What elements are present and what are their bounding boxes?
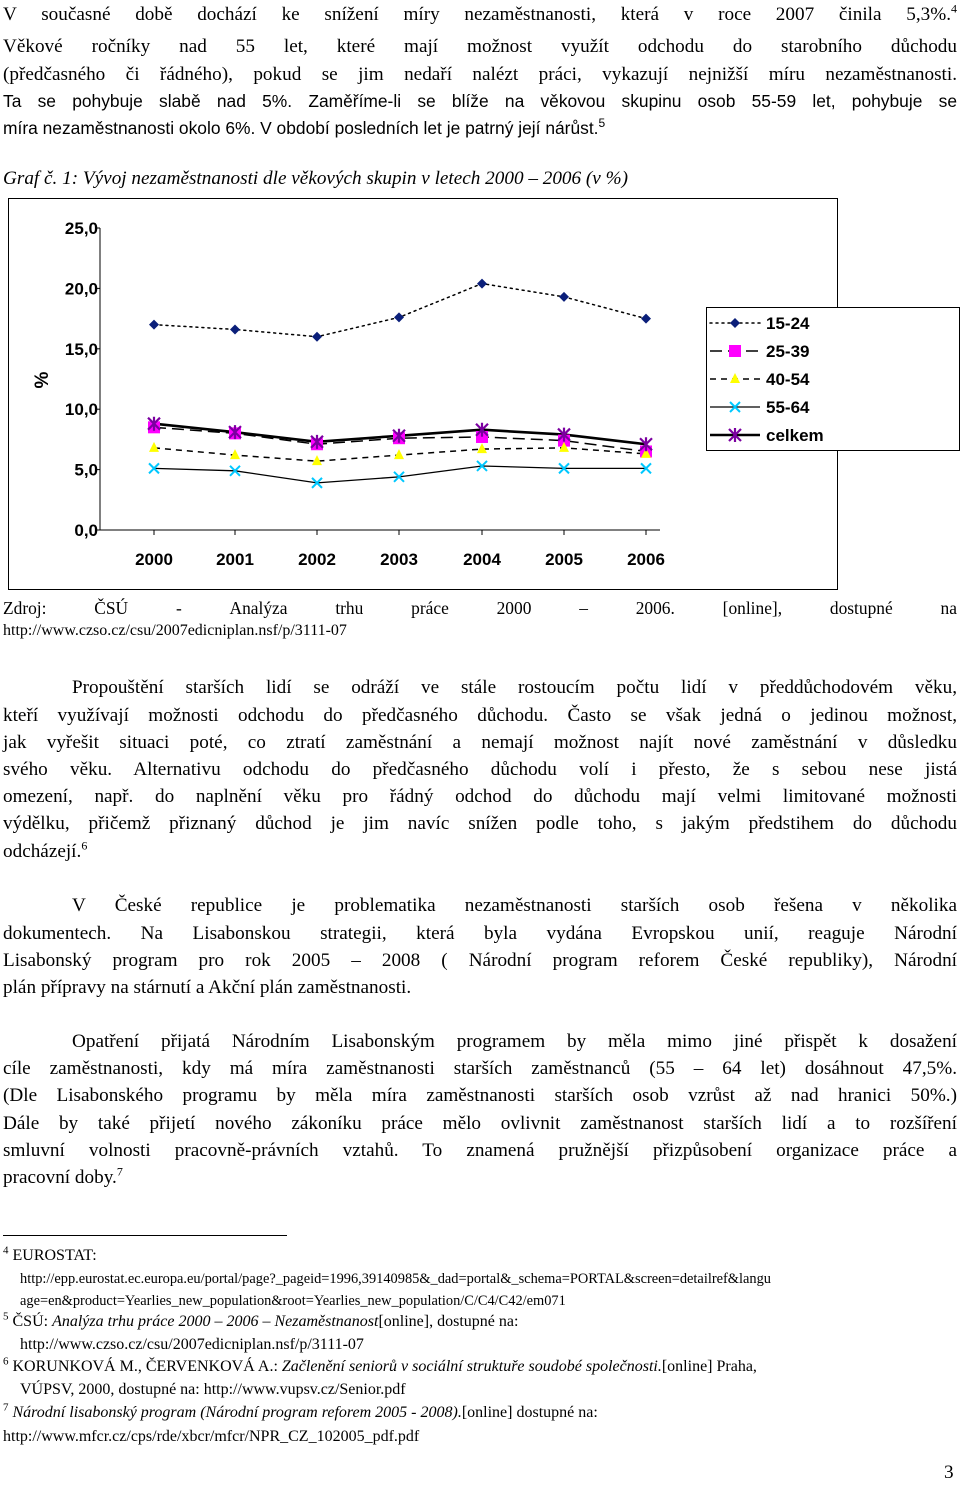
- source-word: práce: [411, 598, 449, 618]
- source-word: [online],: [722, 598, 783, 618]
- para2-line-2: dokumentech. Na Lisabonskou strategii, která byla vydána Evropskou unií, reaguje Národní: [3, 923, 957, 944]
- figure-caption: Graf č. 1: Vývoj nezaměstnanosti dle věkových skupin v letech 2000 – 2006 (v %): [3, 168, 628, 189]
- para3-line-4: Dále by také přijetí nového zákoníku práce mělo ovlivnit zaměstnanost starších lidí a to rozšíření: [3, 1113, 957, 1134]
- data-point-15-24: [641, 314, 651, 324]
- legend-marker-25-39: [729, 345, 741, 357]
- unemployment-line-chart: [0, 0, 960, 600]
- y-tick-label: 0,0: [74, 521, 98, 540]
- para3-line-2: cíle zaměstnanosti, kdy má míra zaměstnanosti starších zaměstnanců (55 – 64 let) dosáhnout 47,5%.: [3, 1058, 957, 1079]
- x-tick-label: 2002: [298, 550, 336, 569]
- footnote-6-title: Začlenění seniorů v sociální struktuře soudobé společnosti.: [281, 1358, 662, 1375]
- source-word: na: [940, 598, 957, 618]
- para1-line-6: výdělku, přičemž přiznaný důchod je jim navíc snížen podle toho, s jakým předstihem do důchodu: [3, 813, 957, 834]
- data-point-15-24: [149, 320, 159, 330]
- data-point-15-24: [394, 312, 404, 322]
- source-word: -: [175, 598, 182, 618]
- intro-line-2: Věkové ročníky nad 55 let, které mají možnost využít odchodu do starobního důchodu: [3, 36, 957, 57]
- y-tick-label: 20,0: [64, 279, 98, 299]
- x-tick-label: 2005: [545, 550, 583, 569]
- para3-line-6: [3, 1165, 123, 1191]
- series-line-55-64: [154, 466, 646, 483]
- data-point-15-24: [477, 279, 487, 289]
- footnote-ref-6[interactable]: 6: [81, 838, 88, 853]
- intro-line-3: (předčasného či řádného), pokud se jim nedaří nalézt práci, vykazují nejnižší míru nezaměstnanosti.: [3, 64, 957, 85]
- para3-line-3: (Dle Lisabonského programu by měla míra zaměstnanosti starších osob vzrůst až nad hranici 50%.): [3, 1085, 957, 1106]
- intro-line-5-text: míra nezaměstnanosti okolo 6%. V období posledních let je patrný její nárůst.: [3, 118, 599, 138]
- data-point-40-54: [477, 443, 487, 453]
- para1-line-3: jak vyřešit situaci poté, co ztratí zaměstnání a nemají možnost najít nové zaměstnání v důsledku: [3, 732, 957, 753]
- footnote-ref-5[interactable]: 5: [598, 116, 606, 131]
- x-tick-label: 2001: [216, 550, 254, 569]
- para1-line-5: omezení, např. do naplnění věku pro řádný odchod do důchodu mají velmi limitované možnosti: [3, 786, 957, 807]
- footnote-4-url-line-2[interactable]: age=en&product=Yearlies_new_population&root=Yearlies_new_population/C/C4/C42/em071: [20, 1293, 566, 1309]
- para1-line-7-text: odcházejí.: [3, 841, 82, 862]
- y-axis-label: %: [32, 371, 53, 389]
- data-point-15-24: [312, 332, 322, 342]
- legend-label: 40-54: [766, 370, 810, 389]
- x-tick-label: 2000: [135, 550, 173, 569]
- source-word: ČSÚ: [94, 598, 129, 618]
- footnote-ref-7[interactable]: 7: [116, 1164, 123, 1179]
- source-link[interactable]: http://www.czso.cz/csu/2007edicniplan.nsf/p/3111-07: [3, 622, 347, 639]
- footnote-4-mark: 4: [3, 1244, 9, 1257]
- intro-line-1-text: V současné době dochází ke snížení míry nezaměstnanosti, která v roce 2007 činila 5,3%.: [3, 4, 951, 25]
- footnote-6-rest: [online] Praha,: [661, 1358, 757, 1375]
- para3-line-6-text: pracovní doby.: [3, 1167, 117, 1188]
- y-tick-label: 10,0: [64, 400, 98, 420]
- chart-legend: [706, 307, 960, 451]
- footnote-6: [3, 1357, 757, 1377]
- chart-source: [3, 597, 957, 619]
- footnote-5-title: Analýza trhu práce 2000 – 2006 – Nezaměstnanost: [52, 1313, 379, 1330]
- data-point-40-54: [394, 449, 404, 459]
- source-word: –: [579, 598, 588, 618]
- series-line-15-24: [154, 284, 646, 337]
- footnote-4-label: EUROSTAT:: [12, 1247, 97, 1264]
- footnote-5-mark: 5: [3, 1310, 9, 1323]
- para2-line-1: V České republice je problematika nezaměstnanosti starších osob řešena v několika: [72, 895, 957, 916]
- para3-line-1: Opatření přijatá Národním Lisabonským programem by měla mimo jiné přispět k dosažení: [72, 1031, 957, 1052]
- source-word: 2006.: [635, 598, 675, 618]
- legend-marker-40-54: [730, 373, 740, 383]
- source-word: Analýza: [229, 598, 288, 618]
- footnote-4: [3, 1246, 97, 1266]
- footnote-7: [3, 1403, 598, 1423]
- source-word: trhu: [335, 598, 364, 618]
- y-tick-label: 25,0: [64, 219, 98, 238]
- para3-line-5: smluvní volnosti pracovně-právních vztahů. To znamená pružnější přizpůsobení organizace práce a: [3, 1140, 957, 1161]
- legend-label: 15-24: [766, 314, 810, 333]
- x-tick-label: 2004: [463, 550, 501, 569]
- para2-line-4: plán přípravy na stárnutí a Akční plán zaměstnanosti.: [3, 977, 412, 998]
- footnote-7-url[interactable]: http://www.mfcr.cz/cps/rde/xbcr/mfcr/NPR_CZ_102005_pdf.pdf: [3, 1428, 420, 1445]
- legend-label: 25-39: [766, 342, 810, 361]
- legend-label: celkem: [766, 426, 824, 445]
- footnote-ref-4[interactable]: 4: [951, 1, 957, 16]
- x-tick-label: 2006: [627, 550, 665, 569]
- footnote-7-title: Národní lisabonský program (Národní program reforem 2005 - 2008).: [12, 1404, 462, 1421]
- para1-line-7: [3, 839, 87, 865]
- legend-label: 55-64: [766, 398, 810, 417]
- footnote-5: [3, 1312, 518, 1332]
- data-point-40-54: [149, 442, 159, 452]
- data-point-15-24: [230, 324, 240, 334]
- intro-line-4: Ta se pohybuje slabě nad 5%. Zaměříme-li se blíže na věkovou skupinu osob 55-59 let, pohybuje se: [3, 91, 957, 111]
- y-tick-label: 15,0: [64, 339, 98, 359]
- footnote-7-rest: [online] dostupné na:: [461, 1404, 598, 1421]
- footnote-6-mark: 6: [3, 1355, 9, 1368]
- footnote-5-rest: [online], dostupné na:: [378, 1313, 519, 1330]
- source-word: 2000: [496, 598, 532, 618]
- footnote-7-mark: 7: [3, 1401, 9, 1414]
- para2-line-3: Lisabonský program pro rok 2005 – 2008 ( Národní program reforem České republiky), Národní: [3, 950, 957, 971]
- y-tick-label: 5,0: [74, 460, 98, 480]
- para1-line-1: Propouštění starších lidí se odráží ve stále rostoucím počtu lidí v předdůchodovém věku,: [72, 677, 957, 698]
- footnote-5-author: ČSÚ:: [12, 1313, 53, 1330]
- x-tick-label: 2003: [380, 550, 418, 569]
- legend-marker-15-24: [730, 318, 740, 328]
- footnote-6-line-2[interactable]: VÚPSV, 2000, dostupné na: http://www.vupsv.cz/Senior.pdf: [20, 1381, 406, 1398]
- data-point-15-24: [559, 292, 569, 302]
- para1-line-4: svého věku. Alternativu odchodu do předčasného důchodu volí i přesto, že s sebou nese jistá: [3, 759, 957, 780]
- source-word: dostupné: [829, 598, 893, 618]
- page-number: 3: [944, 1462, 954, 1483]
- footnote-6-author: KORUNKOVÁ M., ČERVENKOVÁ A.:: [12, 1358, 282, 1375]
- footnote-separator: [3, 1235, 287, 1236]
- footnote-5-url[interactable]: http://www.czso.cz/csu/2007edicniplan.nsf/p/3111-07: [20, 1336, 364, 1353]
- footnote-4-url-line-1[interactable]: http://epp.eurostat.ec.europa.eu/portal/page?_pageid=1996,39140985&_dad=portal&_schema=PORTAL&screen=detailref&langu: [20, 1271, 771, 1287]
- source-word: Zdroj:: [3, 598, 47, 618]
- para1-line-2: kteří využívají možnosti odchodu do předčasného důchodu. Často se však jedná o jedinou možnost,: [3, 705, 957, 726]
